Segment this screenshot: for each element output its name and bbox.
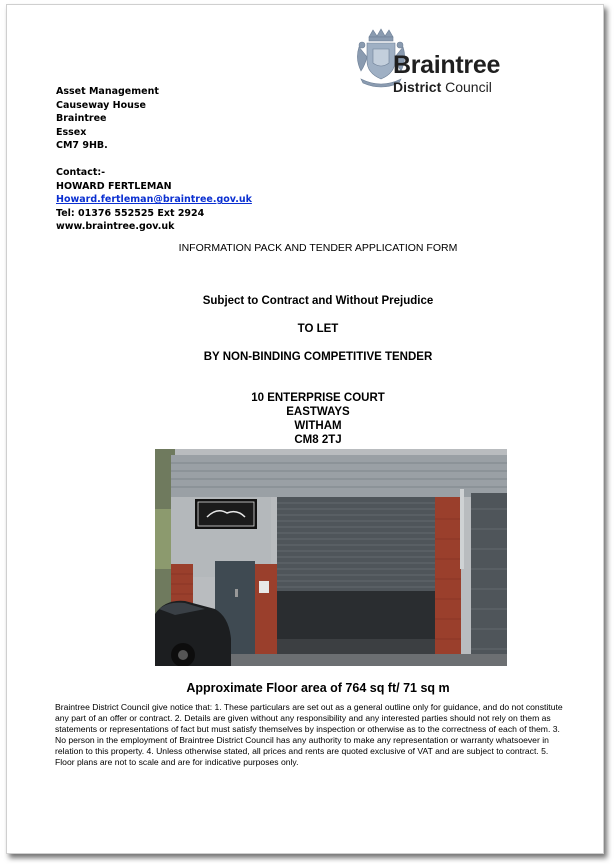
contact-label: Contact:- [56, 167, 106, 178]
document-page [6, 4, 604, 854]
floor-area: Approximate Floor area of 764 sq ft/ 71 sq m [186, 681, 450, 695]
sender-address [56, 85, 159, 153]
tender-heading: BY NON-BINDING COMPETITIVE TENDER [203, 351, 433, 363]
address-line: CM7 9HB. [56, 140, 108, 152]
contact-block [56, 166, 252, 234]
property-photo [155, 449, 507, 666]
address-line: Causeway House [56, 99, 146, 111]
disclaimer-notice: Braintree District Council give notice that: 1. These particulars are set out as a general outline only for guidance, and do not constitute any part of an offer or contract. 2. Details are given without any responsibility and any interested parties should not rely on them as statements or representations of fact but must satisfy themselves by inspection or otherwise as to the correctness of each of them. 3. No person in the employment of Braintree District Council has any authority to make any representation or warranty whatsoever in relation to this property. 4. Unless otherwise stated, all prices and rents are quoted exclusive of VAT and are subject to contract. 5. Floor plans are not to scale and are for indicative purposes only. [55, 702, 563, 768]
logo-text-main: Braintree [393, 51, 501, 79]
contact-tel: Tel: 01376 552525 Ext 2924 [56, 207, 205, 219]
property-address-line: CM8 2TJ [294, 434, 342, 446]
logo-text-sub [393, 79, 492, 95]
property-address-line: 10 ENTERPRISE COURT [251, 392, 385, 404]
contact-name: HOWARD FERTLEMAN [56, 180, 172, 192]
subject-heading: Subject to Contract and Without Prejudice [202, 295, 434, 307]
form-title: INFORMATION PACK AND TENDER APPLICATION FORM [178, 242, 458, 254]
property-address-line: WITHAM [294, 420, 342, 432]
braintree-logo [355, 27, 555, 97]
logo-text-council: Council [441, 79, 492, 95]
to-let-heading: TO LET [297, 323, 339, 335]
address-line: Braintree [56, 113, 107, 125]
address-line: Essex [56, 126, 87, 138]
property-address-line: EASTWAYS [286, 406, 350, 418]
logo-text-district: District [393, 79, 442, 95]
contact-website: www.braintree.gov.uk [56, 221, 175, 233]
property-address [7, 391, 614, 447]
address-line: Asset Management [56, 86, 159, 97]
contact-email-link[interactable]: Howard.fertleman@braintree.gov.uk [56, 194, 252, 206]
